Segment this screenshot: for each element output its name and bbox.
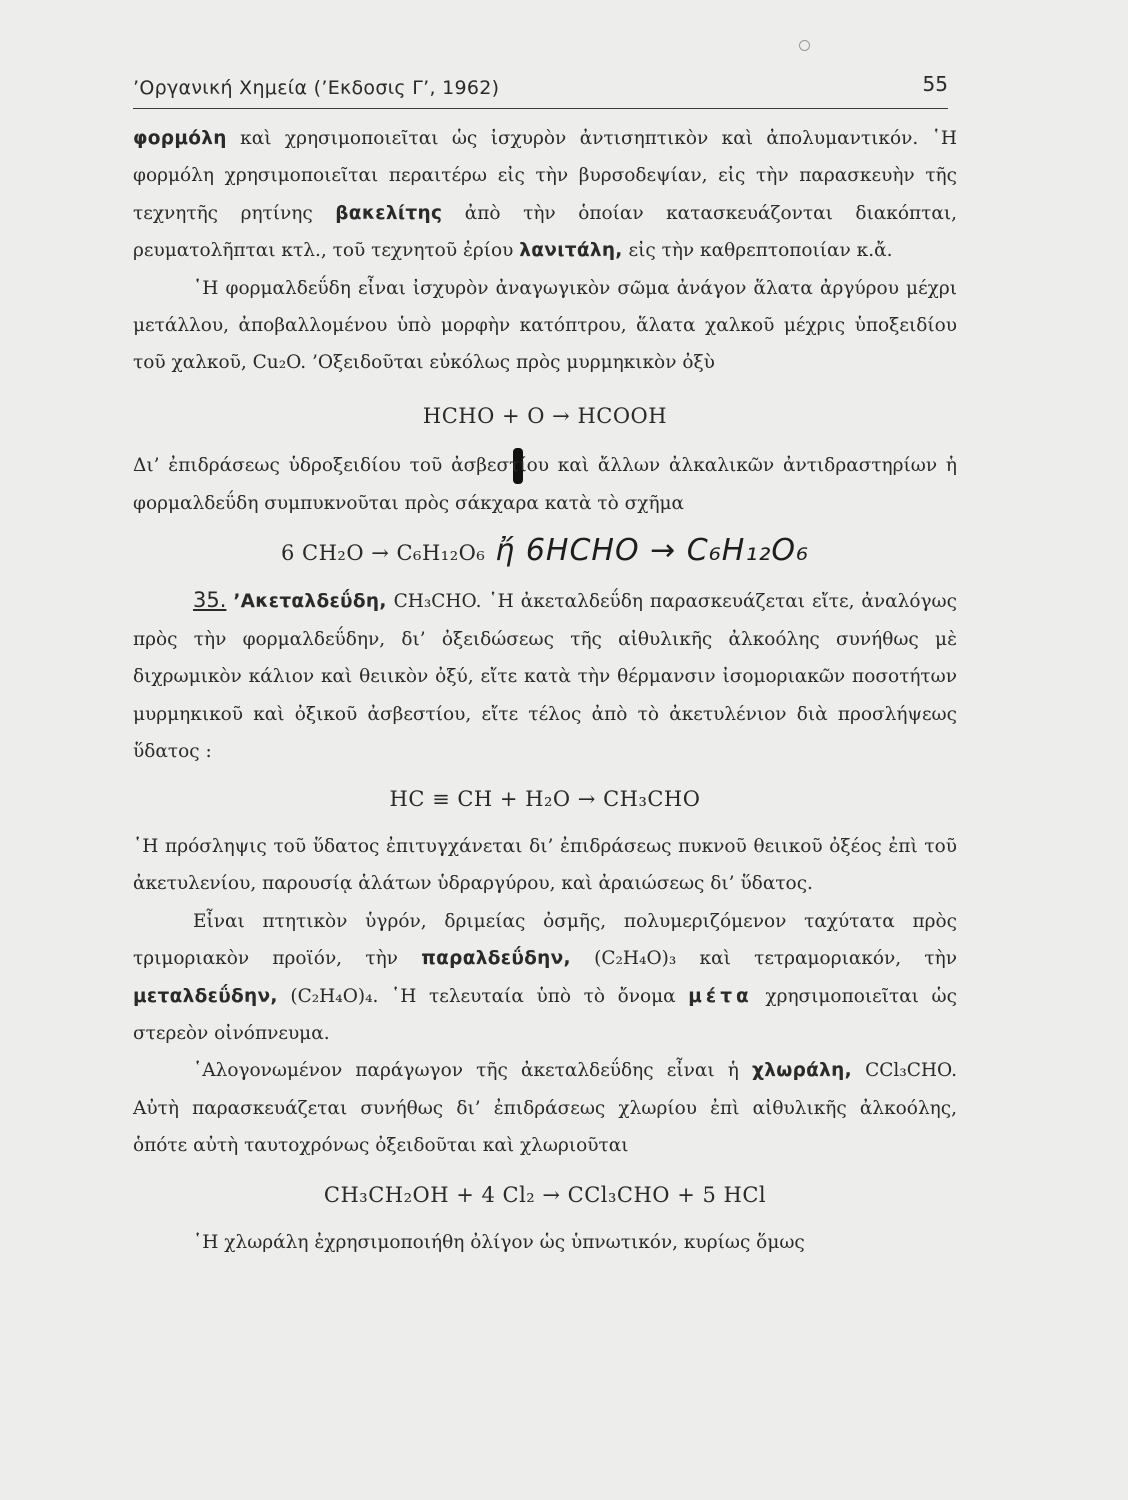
paragraph-chloral: ῾Αλογονωμένον παράγωγον τῆς ἀκεταλδεΰδης εἶναι ἡ χλωράλη, CCl₃CHO. Αὐτὴ παρασκευάζεται συνήθως δι’ ἐπιδράσεως χλωρίου ἐπὶ αἰθυλικῆς ἀλκοόλης, ὁπότε αὐτὴ ταυτοχρόνως ὀξειδοῦται καὶ χλωριοῦται <box>133 1060 957 1157</box>
equation-chlorination: CH₃CH₂OH + 4 Cl₂ → CCl₃CHO + 5 HCl <box>323 1182 767 1207</box>
section-number: 35. <box>193 588 227 613</box>
term-bakelite: βακελίτης <box>335 202 443 224</box>
equation-oxidation: HCHO + O → HCOOH <box>422 403 668 428</box>
term-meta: μέτα <box>688 985 753 1007</box>
term-chloral: χλωράλη, <box>751 1060 852 1082</box>
handwritten-annotation: ἤ 6HCHO → C₆H₁₂O₆ <box>495 533 810 569</box>
running-header <box>133 72 948 109</box>
paragraph-formaldehyde-reducing: ῾Η φορμαλδεΰδη εἶναι ἰσχυρὸν ἀναγωγικὸν σῶμα ἀνάγον ἅλατα ἀργύρου μέχρι μετάλλου, ἀποβαλλομένου ὑπὸ μορφὴν κατόπτρου, ἅλατα χαλκοῦ μέχρις ὑποξειδίου τοῦ χαλκοῦ, Cu₂O. ’Οξειδοῦται εὐκόλως πρὸς μυρμηκικὸν ὀξὺ <box>133 277 957 374</box>
paragraph-chloral-use: ῾Η χλωράλη ἐχρησιμοποιήθη ὀλίγον ὡς ὑπνωτικόν, κυρίως ὅμως <box>193 1231 805 1253</box>
paragraph-condensation: Δι’ ἐπιδράσεως ὑδροξειδίου τοῦ ἀσβεστίου καὶ ἄλλων ἀλκαλικῶν ἀντιδραστηρίων ἡ φορμαλδεΰδη συμπυκνοῦται πρὸς σάκχαρα κατὰ τὸ σχῆμα <box>133 455 957 514</box>
term-lanital: λανιτάλη, <box>519 240 623 262</box>
term-formol: φορμόλη <box>133 128 227 149</box>
running-title: ’Οργανική Χημεία (’Εκδοσις Γ’, 1962) <box>133 77 500 99</box>
section-35: 35. ’Ακεταλδεΰδη, CH₃CHO. ῾Η ἀκεταλδεΰδη παρασκευάζεται εἴτε, ἀναλόγως πρὸς τὴν φορμαλδεΰδην, δι’ ὀξειδώσεως τῆς αἰθυλικῆς ἀλκοόλης συνήθως μὲ διχρωμικὸν κάλιον καὶ θειικὸν ὀξύ, εἴτε κατὰ τὴν θέρμανσιν ἰσομοριακῶν ποσοτήτων μυρμηκικοῦ καὶ ὀξικοῦ ἀσβεστίου, εἴτε τέλος ἀπὸ τὸ ἀκετυλένιον διὰ προσλήψεως ὕδατος : <box>133 588 957 763</box>
term-metaldehyde: μεταλδεΰδην, <box>133 985 278 1007</box>
term-paraldehyde: παραλδεΰδην, <box>421 948 571 970</box>
equation-condensation: 6 CH₂O → C₆H₁₂O₆ ἤ 6HCHO → C₆H₁₂O₆ <box>280 533 810 569</box>
page-body <box>133 120 957 1261</box>
paragraph-hydration: ῾Η πρόσληψις τοῦ ὕδατος ἐπιτυγχάνεται δι’ ἐπιδράσεως πυκνοῦ θειικοῦ ὀξέος ἐπὶ τοῦ ἀκετυλενίου, παρουσίᾳ ἁλάτων ὑδραργύρου, καὶ ἀραιώσεως δι’ ὕδατος. <box>133 835 957 895</box>
page-number: 55 <box>922 72 948 96</box>
page-hole-mark <box>799 40 810 51</box>
paragraph-polymerization: Εἶναι πτητικὸν ὑγρόν, δριμείας ὀσμῆς, πολυμεριζόμενον ταχύτατα πρὸς τριμοριακὸν προϊόν, τὴν παραλδεΰδην, (C₂H₄O)₃ καὶ τετραμοριακόν, τὴν μεταλδεΰδην, (C₂H₄O)₄. ῾Η τελευταία ὑπὸ τὸ ὄνομα μέτα χρησιμοποιεῖται ὡς στερεὸν οἰνόπνευμα. <box>133 910 958 1044</box>
section-title: ’Ακεταλδεΰδη, <box>233 591 387 613</box>
equation-hydration: HC ≡ CH + H₂O → CH₃CHO <box>389 786 701 811</box>
paragraph-formol: φορμόλη καὶ χρησιμοποιεῖται ὡς ἰσχυρὸν ἀντισηπτικὸν καὶ ἀπολυμαντικόν. ῾Η φορμόλη χρησιμοποιεῖται περαιτέρω εἰς τὴν βυρσοδεψίαν, εἰς τὴν παρασκευὴν τῆς τεχνητῆς ρητίνης βακελίτης ἀπὸ τὴν ὁποίαν κατασκευάζονται διακόπται, ρευματολῆπται κτλ., τοῦ τεχνητοῦ ἐρίου λανιτάλη, εἰς τὴν καθρεπτοποιίαν κ.ἄ. <box>133 128 957 262</box>
